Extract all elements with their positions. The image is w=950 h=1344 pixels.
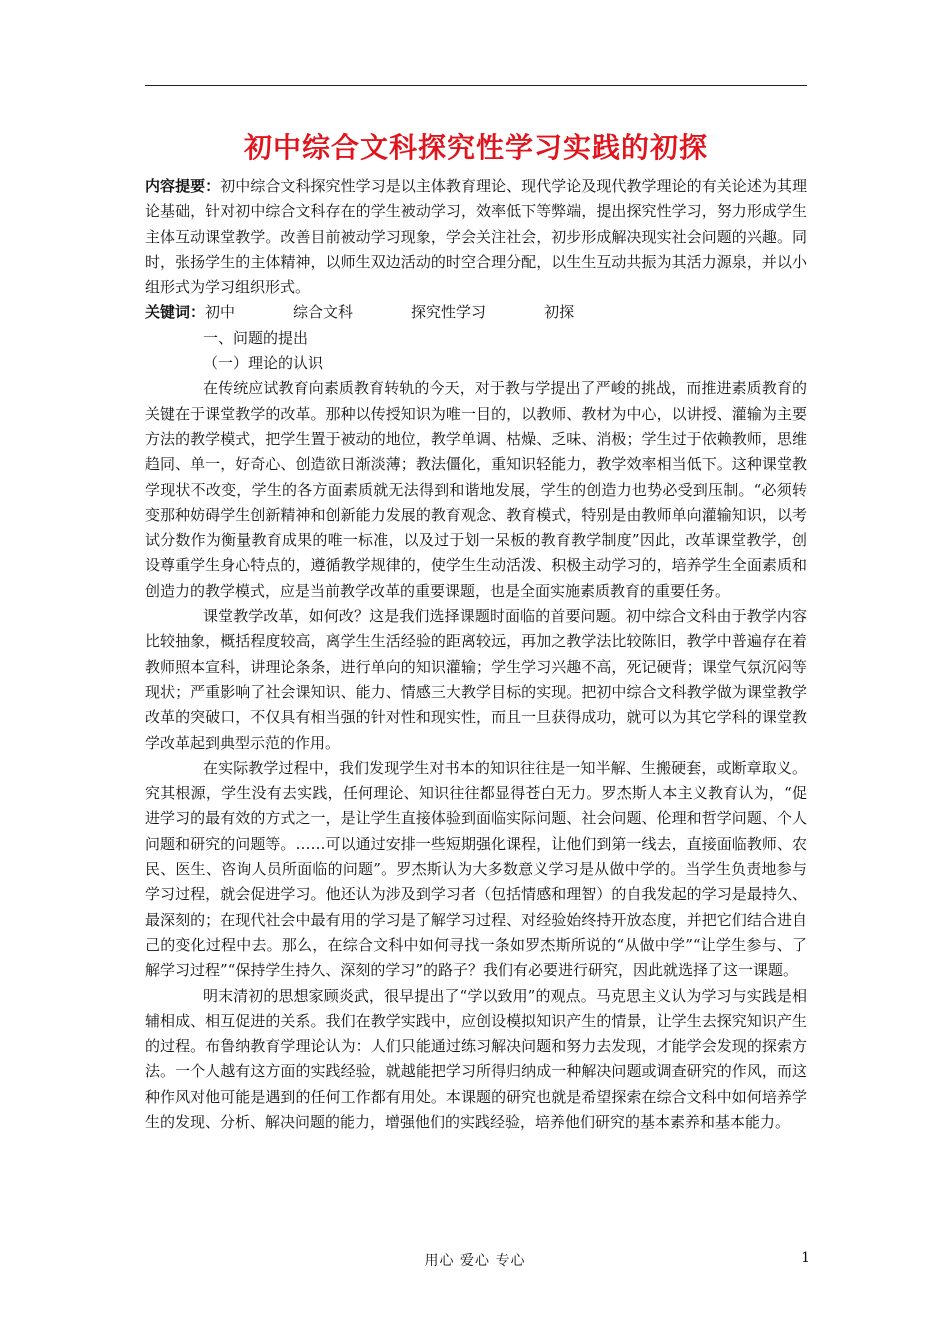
page-number: 1	[801, 1250, 810, 1266]
keyword: 初探	[544, 303, 575, 322]
keyword: 探究性学习	[411, 303, 487, 322]
body-paragraph: 在实际教学过程中，我们发现学生对书本的知识往往是一知半解、生搬硬套，或断章取义。究其根源，学生没有去实践，任何理论、知识往往都显得苍白无力。罗杰斯人本主义教育认为，“促进学习的最有效的方式之一，是让学生直接体验到面临实际问题、社会问题、伦理和哲学问题、个人问题和研究的问题等。……可以通过安排一些短期强化课程，让他们到第一线去，直接面临教师、农民、医生、咨询人员所面临的问题”。罗杰斯认为大多数意义学习是从做中学的。当学生负责地参与学习过程，就会促进学习。他还认为涉及到学习者（包括情感和理智）的自我发起的学习是最持久、最深刻的；在现代社会中最有用的学习是了解学习过程、对经验始终持开放态度，并把它们结合进自己的变化过程中去。那么，在综合文科中如何寻找一条如罗杰斯所说的“从做中学”“让学生参与、了解学习过程”“保持学生持久、深刻的学习”的路子？我们有必要进行研究，因此就选择了这一课题。	[145, 758, 807, 980]
footer-slogan: 用心 爱心 专心	[424, 1253, 526, 1269]
subsection-heading: （一）理论的认识	[203, 354, 324, 373]
abstract	[145, 174, 807, 300]
keyword: 综合文科	[293, 303, 354, 322]
keywords	[145, 300, 807, 325]
section-heading: 一、问题的提出	[203, 328, 309, 347]
abstract-label: 内容提要：	[145, 177, 221, 195]
body-paragraph: 课堂教学改革，如何改？这是我们选择课题时面临的首要问题。初中综合文科由于教学内容比较抽象，概括程度较高，离学生生活经验的距离较远，再加之教学法比较陈旧，教学中普遍存在着教师照本宣科，讲理论条条，进行单向的知识灌输；学生学习兴趣不高，死记硬背；课堂气氛沉闷等现状；严重影响了社会课知识、能力、情感三大教学目标的实现。把初中综合文科教学做为课堂教学改革的突破口，不仅具有相当强的针对性和现实性，而且一旦获得成功，就可以为其它学科的课堂教学改革起到典型示范的作用。	[145, 607, 807, 752]
abstract-text: 初中综合文科探究性学习是以主体教育理论、现代学论及现代教学理论的有关论述为其理论基础，针对初中综合文科存在的学生被动学习，效率低下等弊端，提出探究性学习，努力形成学生主体互动课堂教学。改善目前被动学习现象，学会关注社会，初步形成解决现实社会问题的兴趣。同时，张扬学生的主体精神，以师生双边活动的时空合理分配，以生生互动共振为其活力源泉，并以小组形式为学习组织形式。	[145, 177, 807, 297]
keyword: 初中	[205, 303, 236, 322]
body-paragraph: 明末清初的思想家顾炎武，很早提出了“学以致用”的观点。马克思主义认为学习与实践是相辅相成、相互促进的关系。我们在教学实践中，应创设模拟知识产生的情景，让学生去探究知识产生的过程。布鲁纳教育学理论认为：人们只能通过练习解决问题和努力去发现，才能学会发现的探索方法。一个人越有这方面的实践经验，就越能把学习所得归纳成一种解决问题或调查研究的作风，而这种作风对他可能是遇到的任何工作都有用处。本课题的研究也就是希望探索在综合文科中如何培养学生的发现、分析、解决问题的能力，增强他们的实践经验，培养他们研究的基本素养和基本能力。	[145, 986, 807, 1131]
keywords-label: 关键词：	[145, 303, 206, 322]
body-paragraph: 在传统应试教育向素质教育转轨的今天，对于教与学提出了严峻的挑战，而推进素质教育的关键在于课堂教学的改革。那种以传授知识为唯一目的，以教师、教材为中心，以讲授、灌输为主要方法的教学模式，把学生置于被动的地位，教学单调、枯燥、乏味、消极；学生过于依赖教师，思维趋同、单一，好奇心、创造欲日渐淡薄；教法僵化，重知识轻能力，教学效率相当低下。这种课堂教学现状不改变，学生的各方面素质就无法得到和谐地发展，学生的创造力也势必受到压制。“必须转变那种妨碍学生创新精神和创新能力发展的教育观念、教育模式，特别是由教师单向灌输知识，以考试分数作为衡量教育成果的唯一标准，以及过于划一呆板的教育教学制度”因此，改革课堂教学，创设尊重学生身心特点的，遵循教学规律的，使学生生动活泼、积极主动学习的，培养学生全面素质和创造力的教学模式，应是当前教学改革的重要课题，也是全面实施素质教育的重要任务。	[145, 379, 807, 600]
document-title: 初中综合文科探究性学习实践的初探	[243, 131, 708, 164]
document-body	[145, 174, 807, 1135]
header-rule	[145, 85, 807, 86]
